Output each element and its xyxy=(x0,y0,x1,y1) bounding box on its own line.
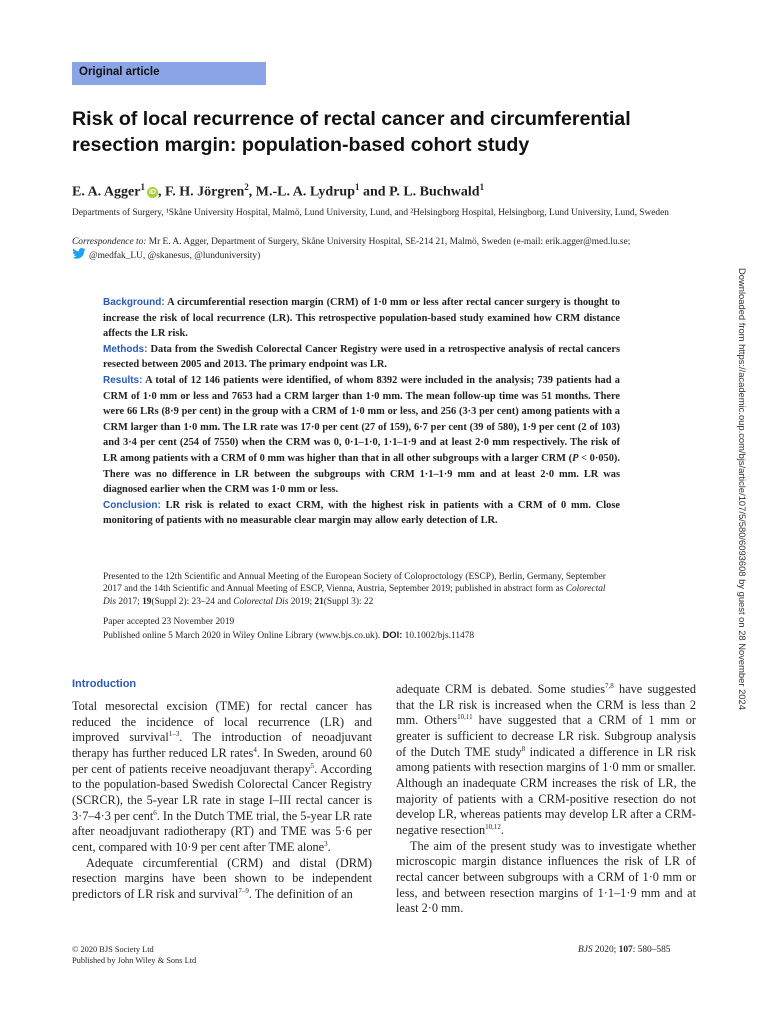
abstract-results: A total of 12 146 patients were identified, of whom 8392 were included in the analysis; 739 patients had a CRM of 1·0 mm or less and 7653 had a CRM larger than 1·0 mm. The mean follow-up time was 51 months. There were 66 LRs (8·9 per cent) in the group with a CRM of 1·0 mm or less, and 256 (3·3 per cent) among patients with a CRM larger than 1·0 mm. The LR rate was 17·0 per cent (27 of 159), 6·7 per cent (39 of 580), 1·9 per cent (2 of 103) and 3·4 per cent (254 of 7550) when the CRM was 0, 0·1–1·0, 1·1–1·9 and at least 2·0 mm respectively. The risk of LR among patients with a CRM of 0 mm was higher than that in all other subgroups with a larger CRM ( xyxy=(103,374,620,464)
twitter-handles[interactable]: @medfak_LU, @skanesus, @lunduniversity) xyxy=(89,251,261,262)
citation-ref[interactable]: 10,11 xyxy=(457,713,473,722)
section-heading-introduction: Introduction xyxy=(72,678,137,690)
author-affiliation-mark: 1 xyxy=(479,182,485,192)
article-type-badge xyxy=(72,62,266,85)
affiliations: Departments of Surgery, ¹Skåne University Hospital, Malmö, Lund University, Lund, and ²Helsingborg Hospital, Helsingborg, Lund University, Lund, Sweden xyxy=(72,208,669,218)
twitter-icon[interactable] xyxy=(72,248,86,259)
orcid-icon[interactable]: iD xyxy=(148,188,156,196)
correspondence-label: Correspondence to: xyxy=(72,237,147,247)
paragraph: Adequate circumferential (CRM) and distal (DRM) resection margins have been shown to be independent predictors of LR risk and survival$^{7-9}$. The definition of an xyxy=(72,855,372,901)
author-name[interactable]: P. L. Buchwald xyxy=(389,184,480,200)
paragraph: Total mesorectal excision (TME) for rectal cancer has reduced the incidence of local recurrence (LR) and improved survival$^{1-3}$. The introduction of neoadjuvant therapy has further reduced LR rates$^4$. In Sweden, around 60 per cent of patients receive neoadjuvant therapy$^5$. According to the population-based Swedish Colorectal Cancer Registry (SCRCR), the 5-year LR rate in stage I–III rectal cancer is 3·7–4·3 per cent$^6$. In the Dutch TME trial, the 5-year LR rate after neoadjuvant radiotherapy (RT) and TME was 5·6 per cent, compared with 10·9 per cent after TME alone$^3$. xyxy=(72,699,373,854)
abstract-background: A circumferential resection margin (CRM) of 1·0 mm or less after rectal cancer surgery is thought to increase the risk of local recurrence (LR). This retrospective population-based study examined how CRM distance affects the LR risk. xyxy=(103,297,620,340)
paragraph: The aim of the present study was to investigate whether microscopic margin distance influences the risk of LR of rectal cancer between subgroups with a CRM of 1·0 mm or less, and between resection margins of 1·1–1·9 mm and at least 2·0 mm. xyxy=(396,838,696,916)
author-name[interactable]: E. A. Agger xyxy=(72,184,141,200)
abstract-methods: Data from the Swedish Colorectal Cancer Registry were used in a retrospective analysis of rectal cancers resected between 2005 and 2013. The primary endpoint was LR. xyxy=(103,343,620,371)
paragraph: adequate CRM is debated. Some studies$^{7,8}$ have suggested that the LR risk is increased when the CRM is less than 2 mm. Others$^{10,11}$ have suggested that a CRM of 1 mm or greater is sufficient to decrease LR risk. Subgroup analysis of the Dutch TME study$^8$ indicated a difference in LR risk among patients with resection margins of 1·0 mm or smaller. Although an inadequate CRM increases the risk of LR, the majority of patients with a CRM-positive resection do not develop LR, whereas patients may develop LR after a CRM-negative resection$^{10,12}$. xyxy=(396,681,696,837)
doi-link[interactable]: 10.1002/bjs.11478 xyxy=(404,630,475,641)
citation-ref[interactable]: 3 xyxy=(324,839,328,848)
download-stamp-text[interactable]: Downloaded from https://academic.oup.com/bjs/article/107/5/580/6093608 by guest on 28 November 2024 xyxy=(737,268,748,710)
download-stamp xyxy=(736,268,750,768)
abstract-conclusion: LR risk is related to exact CRM, with the highest risk in patients with a CRM of 0 mm. Close monitoring of patients with no measurable clear margin may allow early detection of LR. xyxy=(103,499,620,527)
abstract-conclusion-label: Conclusion: xyxy=(103,499,161,511)
author-affiliation-mark: 1 xyxy=(140,182,145,192)
presented-note: Presented to the 12th Scientific and Annual Meeting of the European Society of Coloproctology (ESCP), Berlin, Germany, September 2017 and the 14th Scientific and Annual Meeting of ESCP, Vienna, Austria, September 2019; published in abstract form as Colorectal Dis 2017; 19(Suppl 2): 23–24 and Colorectal Dis 2019; 21(Suppl 3): 22 xyxy=(103,572,606,607)
correspondence-text: Mr E. A. Agger, Department of Surgery, Skåne University Hospital, SE-214 21, Malmö, Sweden (e-mail: erik.agger@med.lu.se; xyxy=(148,237,631,247)
citation-ref[interactable]: 5 xyxy=(310,761,315,770)
author-affiliation-mark: 1 xyxy=(355,182,360,192)
body-column-left xyxy=(72,699,372,903)
correspondence xyxy=(72,236,672,263)
citation-ref[interactable]: 7–9 xyxy=(238,886,249,895)
author-affiliation-mark: 2 xyxy=(244,182,249,192)
published-online: Published online 5 March 2020 in Wiley Online Library (www.bjs.co.uk). xyxy=(103,630,381,641)
abstract-background-label: Background: xyxy=(103,297,165,308)
citation-ref[interactable]: 6 xyxy=(153,808,157,817)
body-column-right xyxy=(396,682,696,917)
citation-ref[interactable]: 8 xyxy=(521,744,526,753)
footer-citation: BJS 2020; 107: 580–585 xyxy=(578,945,671,955)
abstract-methods-label: Methods: xyxy=(103,343,148,355)
citation-ref[interactable]: 7,8 xyxy=(605,681,614,690)
abstract xyxy=(103,295,620,529)
article-title: Risk of local recurrence of rectal cancer and circumferential resection margin: population-based cohort study xyxy=(72,108,631,156)
accepted-date: Paper accepted 23 November 2019 xyxy=(103,617,235,627)
abstract-results-cont: < 0·050). There was no difference in LR between the subgroups with CRM 1·1–1·9 mm and at least 2·0 mm. LR was diagnosed earlier when the CRM was 1·0 mm or less. xyxy=(103,452,620,496)
footer-copyright xyxy=(72,945,196,966)
citation-ref[interactable]: 4 xyxy=(253,745,257,754)
citation-ref[interactable]: 10,12 xyxy=(485,822,501,831)
copyright-line: © 2020 BJS Society Ltd xyxy=(72,945,154,954)
author-name[interactable]: F. H. Jörgren xyxy=(164,184,245,200)
p-value-symbol: P xyxy=(572,452,579,464)
author-list: E. A. Agger$^1$iD , F. H. Jörgren$^2$, M.-L. A. Lydrup$^1$ and P. L. Buchwald$^1$ xyxy=(72,182,485,200)
publisher-line: Published by John Wiley & Sons Ltd xyxy=(72,955,197,965)
article-type-label: Original article xyxy=(79,66,160,78)
publication-info xyxy=(103,616,620,642)
abstract-results-label: Results: xyxy=(103,374,143,386)
citation-ref[interactable]: 1–3 xyxy=(168,730,180,739)
doi-label: DOI: xyxy=(382,628,403,640)
author-name[interactable]: M.-L. A. Lydrup xyxy=(255,184,355,200)
